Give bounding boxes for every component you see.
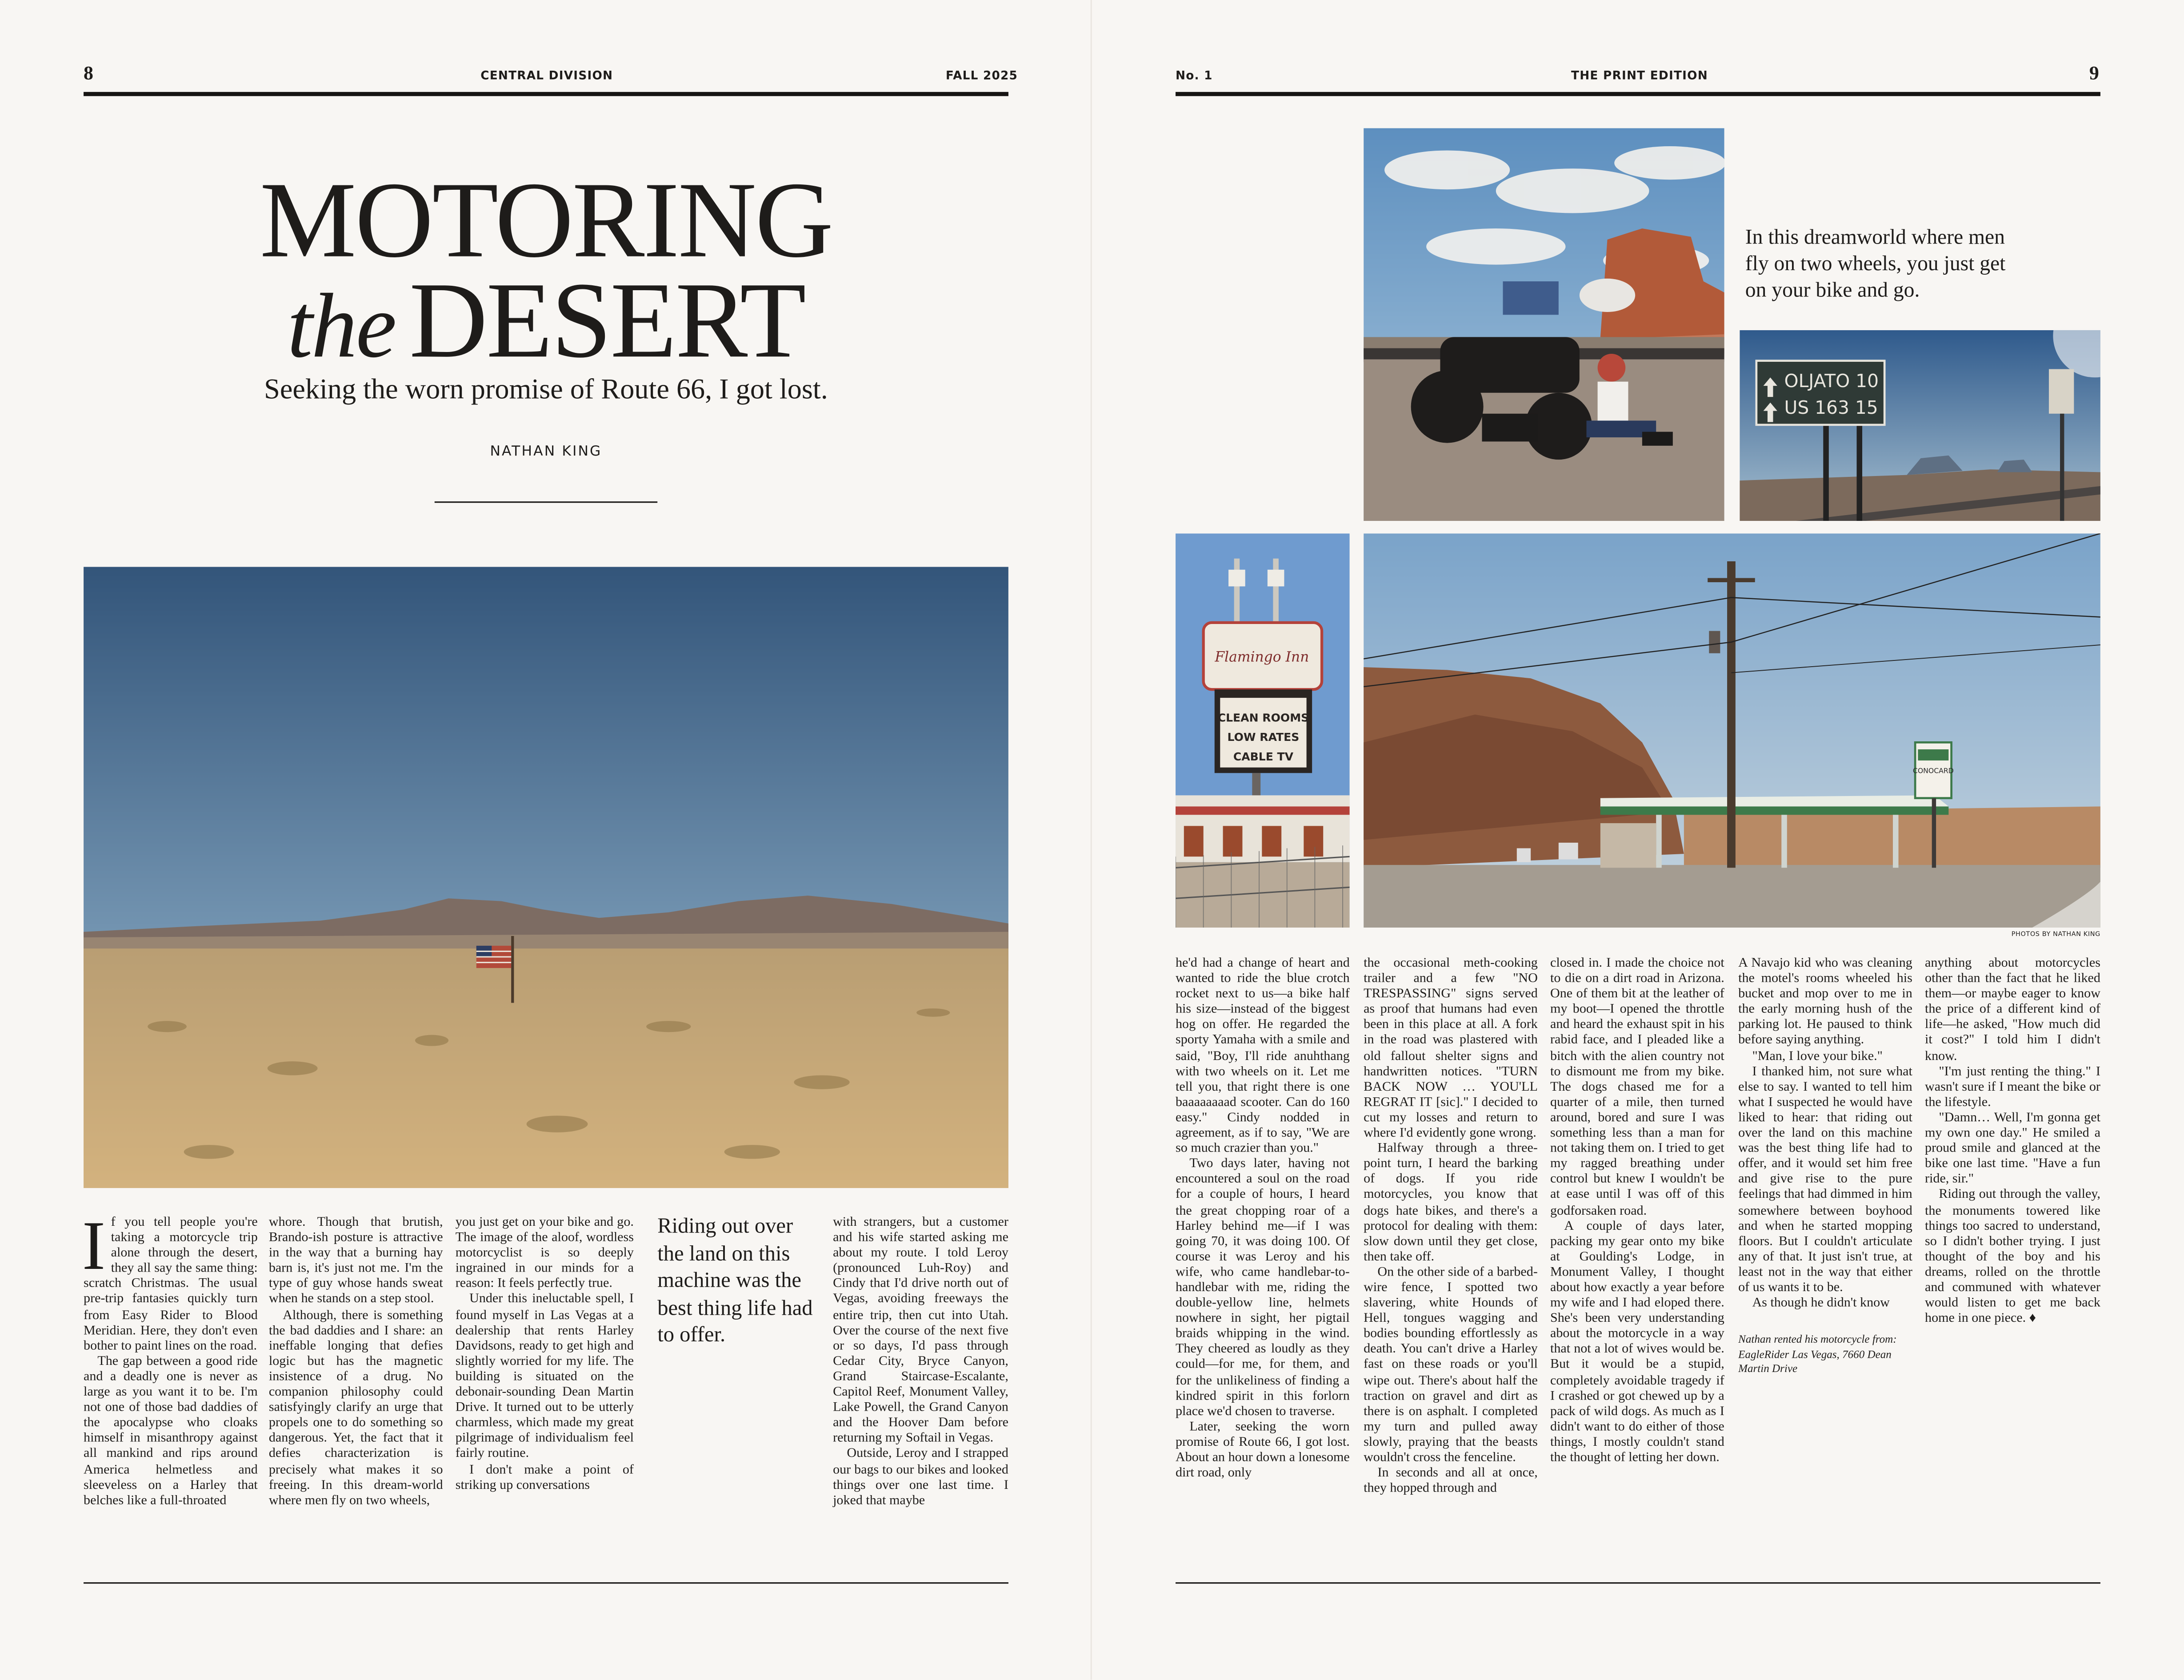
- motel-line-cable-tv: CABLE TV: [1233, 750, 1294, 764]
- body-column-3: [456, 1215, 634, 1493]
- paragraph: Outside, Leroy and I strapped our bags to our bikes and looked things over one last time. I joked that maybe: [833, 1446, 1008, 1508]
- article-deck: Seeking the worn promise of Route 66, I got lost.: [264, 375, 828, 405]
- rental-credit-note: Nathan rented his motorcycle from: EagleRider Las Vegas, 7660 Dean Martin Drive: [1738, 1333, 1897, 1375]
- byline: NATHAN KING: [490, 444, 602, 460]
- paragraph: "Man, I love your bike.": [1752, 1048, 1883, 1064]
- running-head-issue: No. 1: [1176, 68, 1213, 82]
- photo-motel-sign: [1176, 533, 1350, 928]
- header-rule: [84, 92, 1008, 96]
- sign-line-us163: US 163 15: [1784, 396, 1878, 418]
- body-column-1: [1176, 956, 1350, 1481]
- page-number-right: 9: [2089, 64, 2099, 85]
- title-line-the-desert: [84, 259, 1008, 380]
- pull-quote: Riding out over the land on this machine was the best thing life had to offer.: [657, 1214, 813, 1347]
- header-rule: [1176, 92, 2100, 96]
- running-head-section: CENTRAL DIVISION: [480, 68, 613, 82]
- paragraph: I don't make a point of striking up conversations: [455, 1462, 634, 1493]
- running-head-section: THE PRINT EDITION: [1571, 68, 1708, 82]
- photo-credit: PHOTOS BY NATHAN KING: [2011, 932, 2100, 939]
- body-column-5: [1925, 956, 2100, 1326]
- paragraph: Halfway through a three-point turn, I heard the barking of dogs. If you ride motorcycles, you know that dogs hate bikes, and there's a protocol for dealing with them: slow down until they get close, then take off.: [1364, 1141, 1538, 1264]
- title-the: the: [287, 276, 396, 378]
- paragraph: A Navajo kid who was cleaning the motel's rooms wheeled his bucket and mop over to me in the early morning hush of the parking lot. He paused to think before saying anything.: [1738, 955, 1912, 1048]
- right-page: [1092, 0, 2184, 1680]
- page-number-left: 8: [84, 64, 93, 85]
- paragraph: As though he didn't know: [1752, 1295, 1890, 1311]
- body-column-2: [269, 1215, 443, 1508]
- title-desert: DESERT: [409, 259, 805, 380]
- paragraph: you just get on your bike and go. The image of the aloof, wordless motorcyclist is so deeply ingrained in our minds for a reason: It feels perfectly true.: [455, 1214, 634, 1292]
- body-column-1: [82, 1206, 258, 1508]
- paragraph: he'd had a change of heart and wanted to ride the blue crotch rocket next to us—a bike half his size—instead of the biggest hog on offer. He regarded the sporty Yamaha with a smile and said, "Boy, I'll ride anuhthang with two wheels on it. Let me tell you, that right there is one baaaaaaaad scooter. Can do 160 easy." Cindy nodded in agreement, as if to say, "We are so much crazier than you.": [1176, 955, 1350, 1156]
- running-head-season: FALL 2025: [945, 68, 1018, 82]
- paragraph: In seconds and all at once, they hopped through and: [1364, 1465, 1538, 1496]
- paragraph: whore. Though that brutish, Brando-ish posture is attractive in the way that a burning hay barn is, it's just not me. I'm the type of guy whose hands sweat when he stands on a step stool.: [268, 1214, 443, 1308]
- footer-rule: [84, 1582, 1008, 1584]
- paragraph: A couple of days later, packing my gear onto my bike at Goulding's Lodge, in Monument Valley, I thought about how exactly a year before my wife and I had eloped there. She's been very understanding about the motorcycle in a way that not a lot of wives would be. But it would be a stupid, completely avoidable tragedy if I crashed or got chewed up by a pack of wild dogs. As much as I didn't want to do either of those things, I mostly couldn't stand the thought of letting her down.: [1550, 1218, 1724, 1465]
- photo-road-sign: [1740, 330, 2100, 521]
- paragraph: I thanked him, not sure what else to say. I wanted to tell him what I suspected he would have liked to hear: that riding out over the land on this machine was the best thing life had to offer, and it would set him free and give rise to the pure feelings that had dimmed in him somewhere between boyhood and when he started mopping floors. But I couldn't articulate any of that. It just isn't true, at least not in the way that either of us wants it to be.: [1738, 1064, 1912, 1296]
- body-column-2: [1364, 956, 1538, 1496]
- paragraph: Two days later, having not encountered a soul on the road for a couple of hours, I heard the great chopping roar of a Harley behind me—if I was going 70, it was doing 100. Of course it was Leroy and his wife, who came handlebar-to-handlebar with me, riding the double-yellow line, helmets nowhere in sight, her pigtail braids whipping in the wind. They cheered as loudly as they could—for me, for them, and for the unlikeliness of finding a kindred spirit in this forlorn place we'd chosen to traverse.: [1176, 1156, 1350, 1419]
- sign-line-oljato: OLJATO 10: [1784, 370, 1879, 392]
- title-divider: [435, 501, 657, 503]
- paragraph: closed in. I made the choice not to die on a dirt road in Arizona. One of them bit at the leather of my boot—I opened the throttle and heard the exhaust spit in his rabid face, and I pleaded like a bitch with the alien country not to dismount me from my bike. The dogs chased me for a quarter of a mile, then turned around, bored and sure I was something less than a man for not taking them on. I tried to get my ragged breathing under control but knew I wouldn't be at ease until I was off of this godforsaken road.: [1550, 955, 1724, 1218]
- body-column-4: [1738, 956, 1912, 1377]
- article-title: [84, 159, 1008, 380]
- body-column-3: [1550, 956, 1724, 1465]
- photo-gas-station: [1364, 533, 2100, 928]
- paragraph: On the other side of a barbed-wire fence, I spotted two slavering, white Hounds of Hell, tongues wagging and bodies bounding effortlessly as death. You can't drive a Harley fast on these roads or you'll wipe out. There's about half the traction on gravel and dirt as there is on asphalt. I completed my turn and pulled away slowly, praying that the beasts wouldn't cross the fenceline.: [1364, 1264, 1538, 1465]
- paragraph: f you tell people you're taking a motorcycle trip alone through the desert, they all say the same thing: scratch Christmas. The usual pre-trip fantasies quickly turn from Easy Rider to Blood Meridian. Here, they don't even bother to paint lines on the road.: [84, 1214, 258, 1354]
- paragraph: The gap between a good ride and a deadly one is never as large as you want it to be. I'm not one of those bad daddies of the apocalypse who cloaks himself in misanthropy against all mankind and rips around America helmetless and sleeveless on a Harley that belches like a full-throated: [84, 1353, 258, 1508]
- paragraph: "I'm just renting the thing." I wasn't sure if I meant the bike or the lifestyle.: [1925, 1064, 2100, 1110]
- motel-script-name: Flamingo Inn: [1215, 649, 1309, 665]
- paragraph: Later, seeking the worn promise of Route 66, I got lost. About an hour down a lonesome dirt road, only: [1176, 1419, 1350, 1481]
- hero-photo-desert-flag: [84, 567, 1008, 1188]
- paragraph: Riding out through the valley, the monuments towered like things too sacred to understand, so I didn't bother trying. I just thought of the boy and his dreams, rolled on the throttle and communed with whatever would listen to get me back home in one piece. ♦: [1925, 1187, 2100, 1326]
- motel-line-clean-rooms: CLEAN ROOMS: [1217, 711, 1309, 724]
- paragraph: the occasional meth-cooking trailer and a few "NO TRESPASSING" signs served as proof that humans had even been in this place at all. A fork in the road was plastered with old fallout shelter signs and handwritten notices. "TURN BACK NOW … YOU'LL REGRAT IT [sic]." I decided to cut my losses and return to where I'd evidently gone wrong.: [1364, 955, 1538, 1141]
- paragraph: anything about motorcycles other than the fact that he liked them—or maybe eager to know the price of a different kind of life—he asked, "How much did it cost?" I told him I didn't know.: [1925, 955, 2100, 1064]
- photo-rider-motorcycle: [1364, 128, 1724, 521]
- footer-rule: [1176, 1582, 2100, 1584]
- paragraph: Although, there is something the bad daddies and I share: an ineffable longing that defies logic but has the magnetic insistence of a drug. No companion philosophy could satisfyingly clarify an urge that propels one to do something so dangerous. Yet, the fact that it defies characterization is precisely what makes it so freeing. In this dream-world where men fly on two wheels,: [268, 1307, 443, 1508]
- paragraph: Under this ineluctable spell, I found myself in Las Vegas at a dealership that rents Harley Davidsons, ready to get high and slightly worried for my life. The building is situated on the debonair-sounding Dean Martin Drive. It turned out to be utterly charmless, which made my great pilgrimage of individualism feel fairly routine.: [455, 1292, 634, 1462]
- title-line-motoring: MOTORING: [260, 159, 832, 280]
- paragraph: with strangers, but a customer and his wife started asking me about my route. I told Leroy (pronounced Luh-Roy) and Cindy that I'd drive north out of Vegas, avoiding freeways the entire trip, then cut into Utah. Over the course of the next five or so days, I'd pass through Cedar City, Bryce Canyon, Grand Staircase-Escalante, Capitol Reef, Monument Valley, Lake Powell, the Grand Canyon and the Hoover Dam before returning my Softail in Vegas.: [833, 1214, 1008, 1446]
- gas-station-sign: CONOCARD: [1912, 766, 1954, 775]
- paragraph: "Damn… Well, I'm gonna get my own one day." He smiled a proud smile and glanced at the bike one last time. "Have a fun ride, sir.": [1925, 1110, 2100, 1188]
- dropcap-letter: I: [82, 1206, 106, 1284]
- body-column-5: [833, 1215, 1008, 1508]
- motel-line-low-rates: LOW RATES: [1227, 731, 1300, 744]
- pull-quote: In this dreamworld where men fly on two wheels, you just get on your bike and go.: [1745, 225, 2006, 303]
